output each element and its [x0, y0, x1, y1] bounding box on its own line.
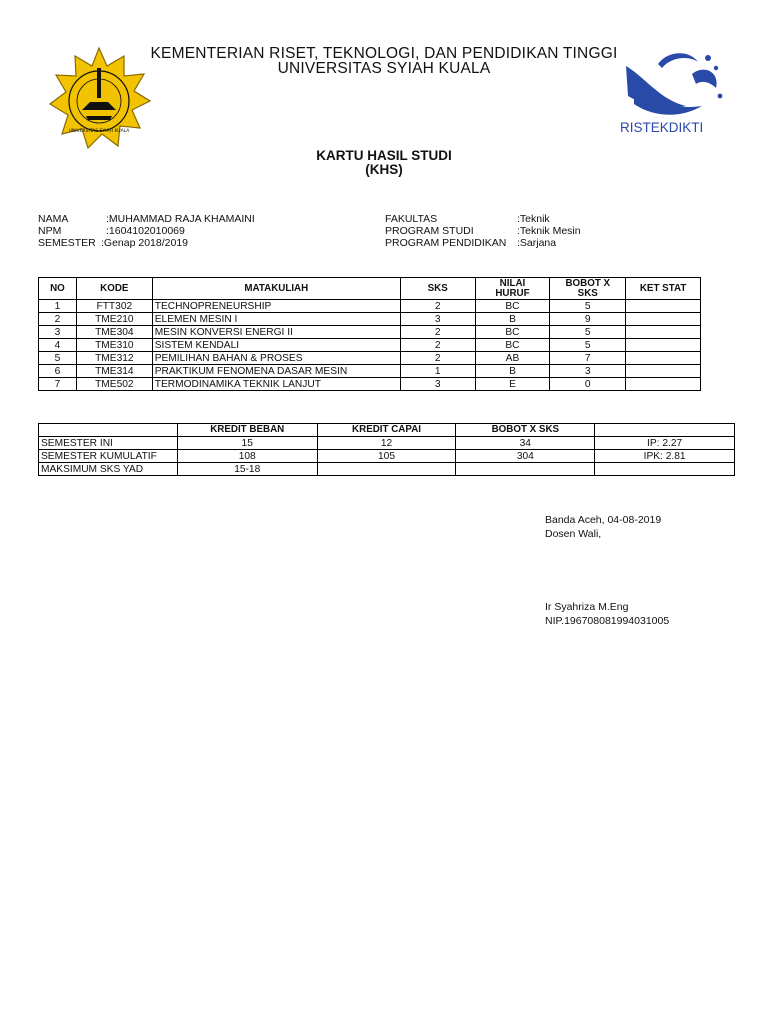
col-kredit-capai: KREDIT CAPAI [317, 424, 456, 437]
info-row-program-pendidikan: PROGRAM PENDIDIKAN :Sarjana [385, 237, 557, 249]
table-row: 7 TME502 TERMODINAMIKA TEKNIK LANJUT 3 E 0 [39, 378, 701, 391]
col-matakuliah: MATAKULIAH [152, 278, 400, 300]
info-row-program-studi: PROGRAM STUDI :Teknik Mesin [385, 225, 581, 237]
university-heading: UNIVERSITAS SYIAH KUALA [277, 60, 491, 77]
info-row-semester: SEMESTER :Genap 2018/2019 [38, 237, 188, 249]
col-kredit-beban: KREDIT BEBAN [177, 424, 317, 437]
table-row: SEMESTER KUMULATIF 108 105 304 IPK: 2.81 [39, 450, 735, 463]
ministry-heading: KEMENTERIAN RISET, TEKNOLOGI, DAN PENDIDIKAN TINGGI [150, 45, 618, 62]
signature-place-date: Banda Aceh, 04-08-2019 [545, 514, 662, 526]
svg-text:RISTEKDIKTI: RISTEKDIKTI [620, 120, 704, 135]
table-row: 4 TME310 SISTEM KENDALI 2 BC 5 [39, 339, 701, 352]
student-info-left [38, 213, 255, 249]
courses-table [38, 277, 701, 391]
col-ket-stat: KET STAT [626, 278, 701, 300]
info-row-nama: NAMA :MUHAMMAD RAJA KHAMAINI [38, 213, 255, 225]
table-row: SEMESTER INI 15 12 34 IP: 2.27 [39, 437, 735, 450]
table-row: MAKSIMUM SKS YAD 15-18 [39, 463, 735, 476]
svg-text:UNIVERSITAS SYIAH KUALA: UNIVERSITAS SYIAH KUALA [68, 129, 130, 134]
table-row: 6 TME314 PRAKTIKUM FENOMENA DASAR MESIN 1 B 3 [39, 365, 701, 378]
col-kode: KODE [76, 278, 152, 300]
col-bobot-x-sks: BOBOT X SKS [550, 278, 626, 300]
summary-header-row [39, 424, 735, 437]
summary-table [38, 423, 735, 476]
table-row: 5 TME312 PEMILIHAN BAHAN & PROSES 2 AB 7 [39, 352, 701, 365]
document-title: KARTU HASIL STUDI [316, 148, 452, 163]
signature-name: Ir Syahriza M.Eng [545, 601, 629, 613]
table-row: 1 FTT302 TECHNOPRENEURSHIP 2 BC 5 [39, 300, 701, 313]
col-bobot-x-sks: BOBOT X SKS [456, 424, 595, 437]
signature-nip: NIP.196708081994031005 [545, 615, 670, 627]
col-nilai-huruf: NILAI HURUF [475, 278, 550, 300]
document-subtitle: (KHS) [365, 162, 403, 177]
table-row: 2 TME210 ELEMEN MESIN I 3 B 9 [39, 313, 701, 326]
col-no: NO [39, 278, 77, 300]
courses-header-row [39, 278, 701, 300]
table-row: 3 TME304 MESIN KONVERSI ENERGI II 2 BC 5 [39, 326, 701, 339]
info-row-npm: NPM :1604102010069 [38, 225, 185, 237]
col-sks: SKS [400, 278, 475, 300]
student-info-right [385, 213, 581, 249]
signature-role: Dosen Wali, [545, 528, 602, 540]
info-row-fakultas: FAKULTAS :Teknik [385, 213, 550, 225]
